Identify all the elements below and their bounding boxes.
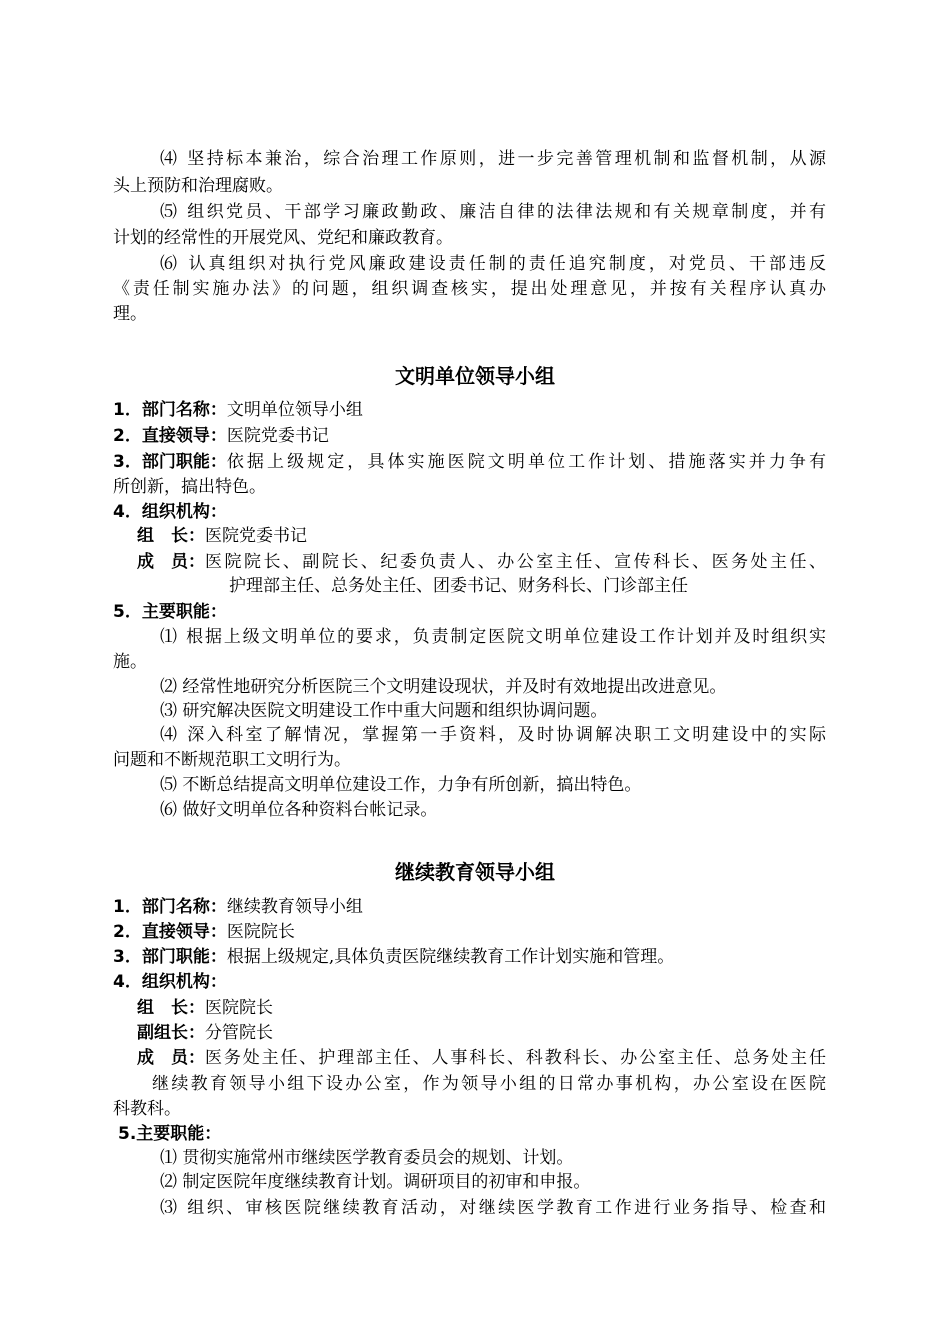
section-title-civil: 文明单位领导小组: [395, 364, 555, 388]
civil-function-4-line1: ⑷ 深入科室了解情况，掌握第一手资料，及时协调解决职工文明建设中的实际: [160, 725, 826, 745]
intro-item-6-line1: ⑹ 认真组织对执行党风廉政建设责任制的责任追究制度，对党员、干部违反: [160, 254, 826, 274]
civil-dept-name: [113, 398, 363, 422]
edu-members: [137, 1046, 826, 1070]
edu-group-head-value: 医院院长: [205, 998, 273, 1018]
intro-item-6-line2: 《责任制实施办法》的问题，组织调查核实，提出处理意见，并按有关程序认真办: [113, 279, 826, 299]
civil-main-functions-label-text: 5．主要职能：: [113, 602, 227, 622]
civil-function-2: ⑵ 经常性地研究分析医院三个文明建设现状，并及时有效地提出改进意见。: [160, 677, 727, 697]
edu-dept-function: [113, 945, 674, 969]
civil-dept-function-line2: 所创新，搞出特色。: [113, 477, 266, 497]
edu-members-label: 成 员：: [137, 1048, 205, 1068]
edu-office-line2: 科教科。: [113, 1099, 181, 1119]
edu-direct-leader: [113, 920, 295, 944]
civil-direct-leader: [113, 424, 329, 448]
edu-dept-name: [113, 895, 363, 919]
civil-function-1-line1: ⑴ 根据上级文明单位的要求，负责制定医院文明单位建设工作计划并及时组织实: [160, 627, 826, 647]
civil-members-label: 成 员：: [137, 552, 205, 572]
civil-main-functions-label: [113, 600, 227, 624]
intro-item-6-line3: 理。: [113, 304, 147, 324]
civil-dept-name-label: 1．部门名称：: [113, 400, 227, 420]
civil-function-5: ⑸ 不断总结提高文明单位建设工作，力争有所创新，搞出特色。: [160, 775, 642, 795]
edu-dept-name-label: 1．部门名称：: [113, 897, 227, 917]
edu-dept-function-label: 3．部门职能：: [113, 947, 227, 967]
edu-group-deputy-value: 分管院长: [205, 1023, 273, 1043]
civil-function-4-line2: 问题和不断规范职工文明行为。: [113, 750, 351, 770]
edu-direct-leader-value: 医院院长: [226, 922, 295, 942]
intro-item-5-line1: ⑸ 组织党员、干部学习廉政勤政、廉洁自律的法律法规和有关规章制度，并有: [160, 202, 826, 222]
civil-direct-leader-label: 2．直接领导：: [113, 426, 227, 446]
edu-group-deputy: [137, 1021, 273, 1045]
edu-function-2: ⑵ 制定医院年度继续教育计划。调研项目的初审和申报。: [160, 1172, 591, 1192]
intro-item-4-line2: 头上预防和治理腐败。: [113, 176, 283, 196]
civil-group-head: [137, 524, 307, 548]
edu-office-line1: 继续教育领导小组下设办公室，作为领导小组的日常办事机构，办公室设在医院: [152, 1074, 826, 1094]
civil-group-head-label: 组 长：: [137, 526, 205, 546]
civil-org-structure-label-text: 4．组织机构：: [113, 502, 227, 522]
edu-group-deputy-label: 副组长：: [137, 1023, 205, 1043]
edu-dept-function-value: 根据上级规定,具体负责医院继续教育工作计划实施和管理。: [226, 947, 675, 967]
civil-dept-name-value: 文明单位领导小组: [226, 400, 363, 420]
edu-group-head: [137, 996, 273, 1020]
civil-direct-leader-value: 医院党委书记: [226, 426, 329, 446]
intro-item-4-line1: ⑷ 坚持标本兼治，综合治理工作原则，进一步完善管理机制和监督机制，从源: [160, 149, 826, 169]
civil-members-line2: 护理部主任、总务处主任、团委书记、财务科长、门诊部主任: [229, 576, 688, 596]
section-title-edu: 继续教育领导小组: [395, 860, 555, 884]
civil-function-1-line2: 施。: [113, 652, 147, 672]
edu-org-structure-label: [113, 970, 227, 994]
civil-members: [137, 550, 826, 574]
civil-dept-function-line1: 依据上级规定，具体实施医院文明单位工作计划、措施落实并力争有: [226, 452, 826, 472]
edu-direct-leader-label: 2．直接领导：: [113, 922, 227, 942]
edu-org-structure-label-text: 4．组织机构：: [113, 972, 227, 992]
civil-org-structure-label: [113, 500, 227, 524]
edu-main-functions-label: [118, 1122, 221, 1146]
edu-function-1: ⑴ 贯彻实施常州市继续医学教育委员会的规划、计划。: [160, 1148, 574, 1168]
edu-members-value: 医务处主任、护理部主任、人事科长、科教科长、办公室主任、总务处主任: [205, 1048, 826, 1068]
civil-members-line1: 医院院长、副院长、纪委负责人、办公室主任、宣传科长、医务处主任、: [205, 552, 826, 572]
edu-group-head-label: 组 长：: [137, 998, 205, 1018]
civil-function-6: ⑹ 做好文明单位各种资料台帐记录。: [160, 800, 438, 820]
edu-function-3: ⑶ 组织、审核医院继续教育活动，对继续医学教育工作进行业务指导、检查和: [160, 1198, 826, 1218]
edu-dept-name-value: 继续教育领导小组: [226, 897, 363, 917]
civil-function-3: ⑶ 研究解决医院文明建设工作中重大问题和组织协调问题。: [160, 701, 608, 721]
civil-dept-function: [113, 450, 826, 474]
civil-dept-function-label: 3．部门职能：: [113, 452, 227, 472]
intro-item-5-line2: 计划的经常性的开展党风、党纪和廉政教育。: [113, 228, 453, 248]
civil-group-head-value: 医院党委书记: [205, 526, 307, 546]
edu-main-functions-label-text: 5.主要职能：: [118, 1124, 222, 1144]
